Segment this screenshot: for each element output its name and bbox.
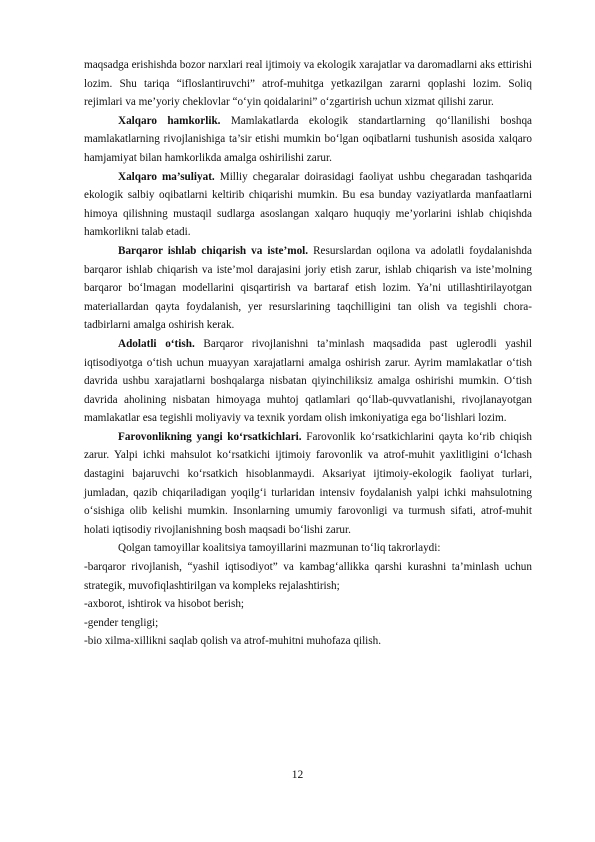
list-item: -bio xilma-xillikni saqlab qolish va atrof-muhitni muhofaza qilish. (84, 635, 382, 648)
paragraph-text: Qolgan tamoyillar koalitsiya tamoyillarini mazmunan to‘liq takrorlaydi: (118, 542, 441, 555)
list-item: -gender tengligi; (84, 616, 159, 629)
paragraph-international-responsibility (84, 168, 532, 242)
paragraph-intro (84, 56, 532, 112)
paragraph-heading: Adolatli o‘tish. (118, 337, 195, 350)
paragraph-text: Resurslardan oqilona va adolatli foydalanishda barqaror ishlab chiqarish va iste’mol darajasini joriy etish zarur, ishlab chiqarish va iste’molning barqaror bo‘lmagan modellarini qisqartirish va bartaraf etish lozim. Ya’ni utillashtirilayotgan materiallardan qayta foydalanish, yer resurslarining taqchilligini tan olish va tegishli chora-tadbirlarni amalga oshirish kerak. (84, 244, 532, 332)
paragraph-heading: Barqaror ishlab chiqarish va iste’mol. (118, 244, 309, 257)
paragraph-wellbeing-indicators (84, 428, 532, 540)
list-item: -barqaror rivojlanish, “yashil iqtisodiyot” va kambag‘allikka qarshi kurashni ta’minlash uchun strategik, muvofiqlashtirilgan va kompleks rejalashtirish; (84, 561, 532, 592)
paragraph-text: maqsadga erishishda bozor narxlari real ijtimoiy va ekologik xarajatlar va daromadlarni aks ettirishi lozim. Shu tariqa “ifloslantiruvchi” atrof-muhitga yetkazilgan zararni qoplashi lozim. Soliq rejimlari va me’yoriy cheklovlar “o‘yin qoidalarini” o‘zgartirish uchun xizmat qilishi zarur. (84, 59, 532, 109)
paragraph-text: Milliy chegaralar doirasidagi faoliyat ushbu chegaradan tashqarida ekologik salbiy oqibatlarni keltirib chiqarishi mumkin. Bu esa bunday vaziyatlarda manfaatlarni himoya qilishning mustaqil sudlarga asoslangan xalqaro huquqiy me’yorlarini ishlab chiqishda hamkorlikni talab etadi. (84, 170, 532, 239)
paragraph-international-cooperation (84, 112, 532, 168)
paragraph-just-transition (84, 335, 532, 428)
paragraph-text: Mamlakatlarda ekologik standartlarning qo‘llanilishi boshqa mamlakatlarning rivojlanishiga ta’sir etishi mumkin bo‘lgan oqibatlarni tushunish asosida xalqaro hamjamiyat bilan hamkorlikda amalga oshirilishi zarur. (84, 114, 532, 164)
paragraph-text: Farovonlik ko‘rsatkichlarini qayta ko‘rib chiqish zarur. Yalpi ichki mahsulot ko‘rsatkichi ijtimoiy farovonlik va atrof-muhit yaxlitligini o‘lchash dastagini bajaruvchi ko‘rsatkich hisoblanmaydi. Aksariyat ijtimoiy-ekologik faoliyat turlari, jumladan, qazib chiqariladigan yoqilg‘i turlaridan intensiv foydalanish yalpi ichki mahsulotning o‘sishiga olib kelishi mumkin. Insonlarning umumiy farovonligi va turmush sifati, atrof-muhit holati iqtisodiy rivojlanishning bosh maqsadi bo‘lishi zarur. (84, 430, 532, 536)
document-page (84, 56, 532, 651)
list-item: -axborot, ishtirok va hisobot berish; (84, 598, 245, 611)
paragraph-heading: Xalqaro ma’suliyat. (118, 170, 215, 183)
paragraph-remaining-principles (84, 539, 532, 558)
paragraph-heading: Farovonlikning yangi ko‘rsatkichlari. (118, 430, 302, 443)
paragraph-heading: Xalqaro hamkorlik. (118, 114, 221, 127)
paragraph-text: Barqaror rivojlanishni ta’minlash maqsadida past uglerodli yashil iqtisodiyotga o‘tish uchun muayyan xarajatlarni amalga oshirish zarur. Ayrim mamlakatlar o‘tish davrida ushbu xarajatlarni boshqalarga nisbatan qiyinchiliksiz amalga oshirishi mumkin. O‘tish davrida aholining nisbatan himoyaga muhtoj qatlamlari qo‘llab-quvvatlanishi, rivojlanayotgan mamlakatlar esa tegishli moliyaviy va texnik yordam olish imkoniyatiga ega bo‘lishlari lozim. (84, 337, 532, 425)
page-number: 12 (291, 769, 304, 781)
paragraph-sustainable-production (84, 242, 532, 335)
